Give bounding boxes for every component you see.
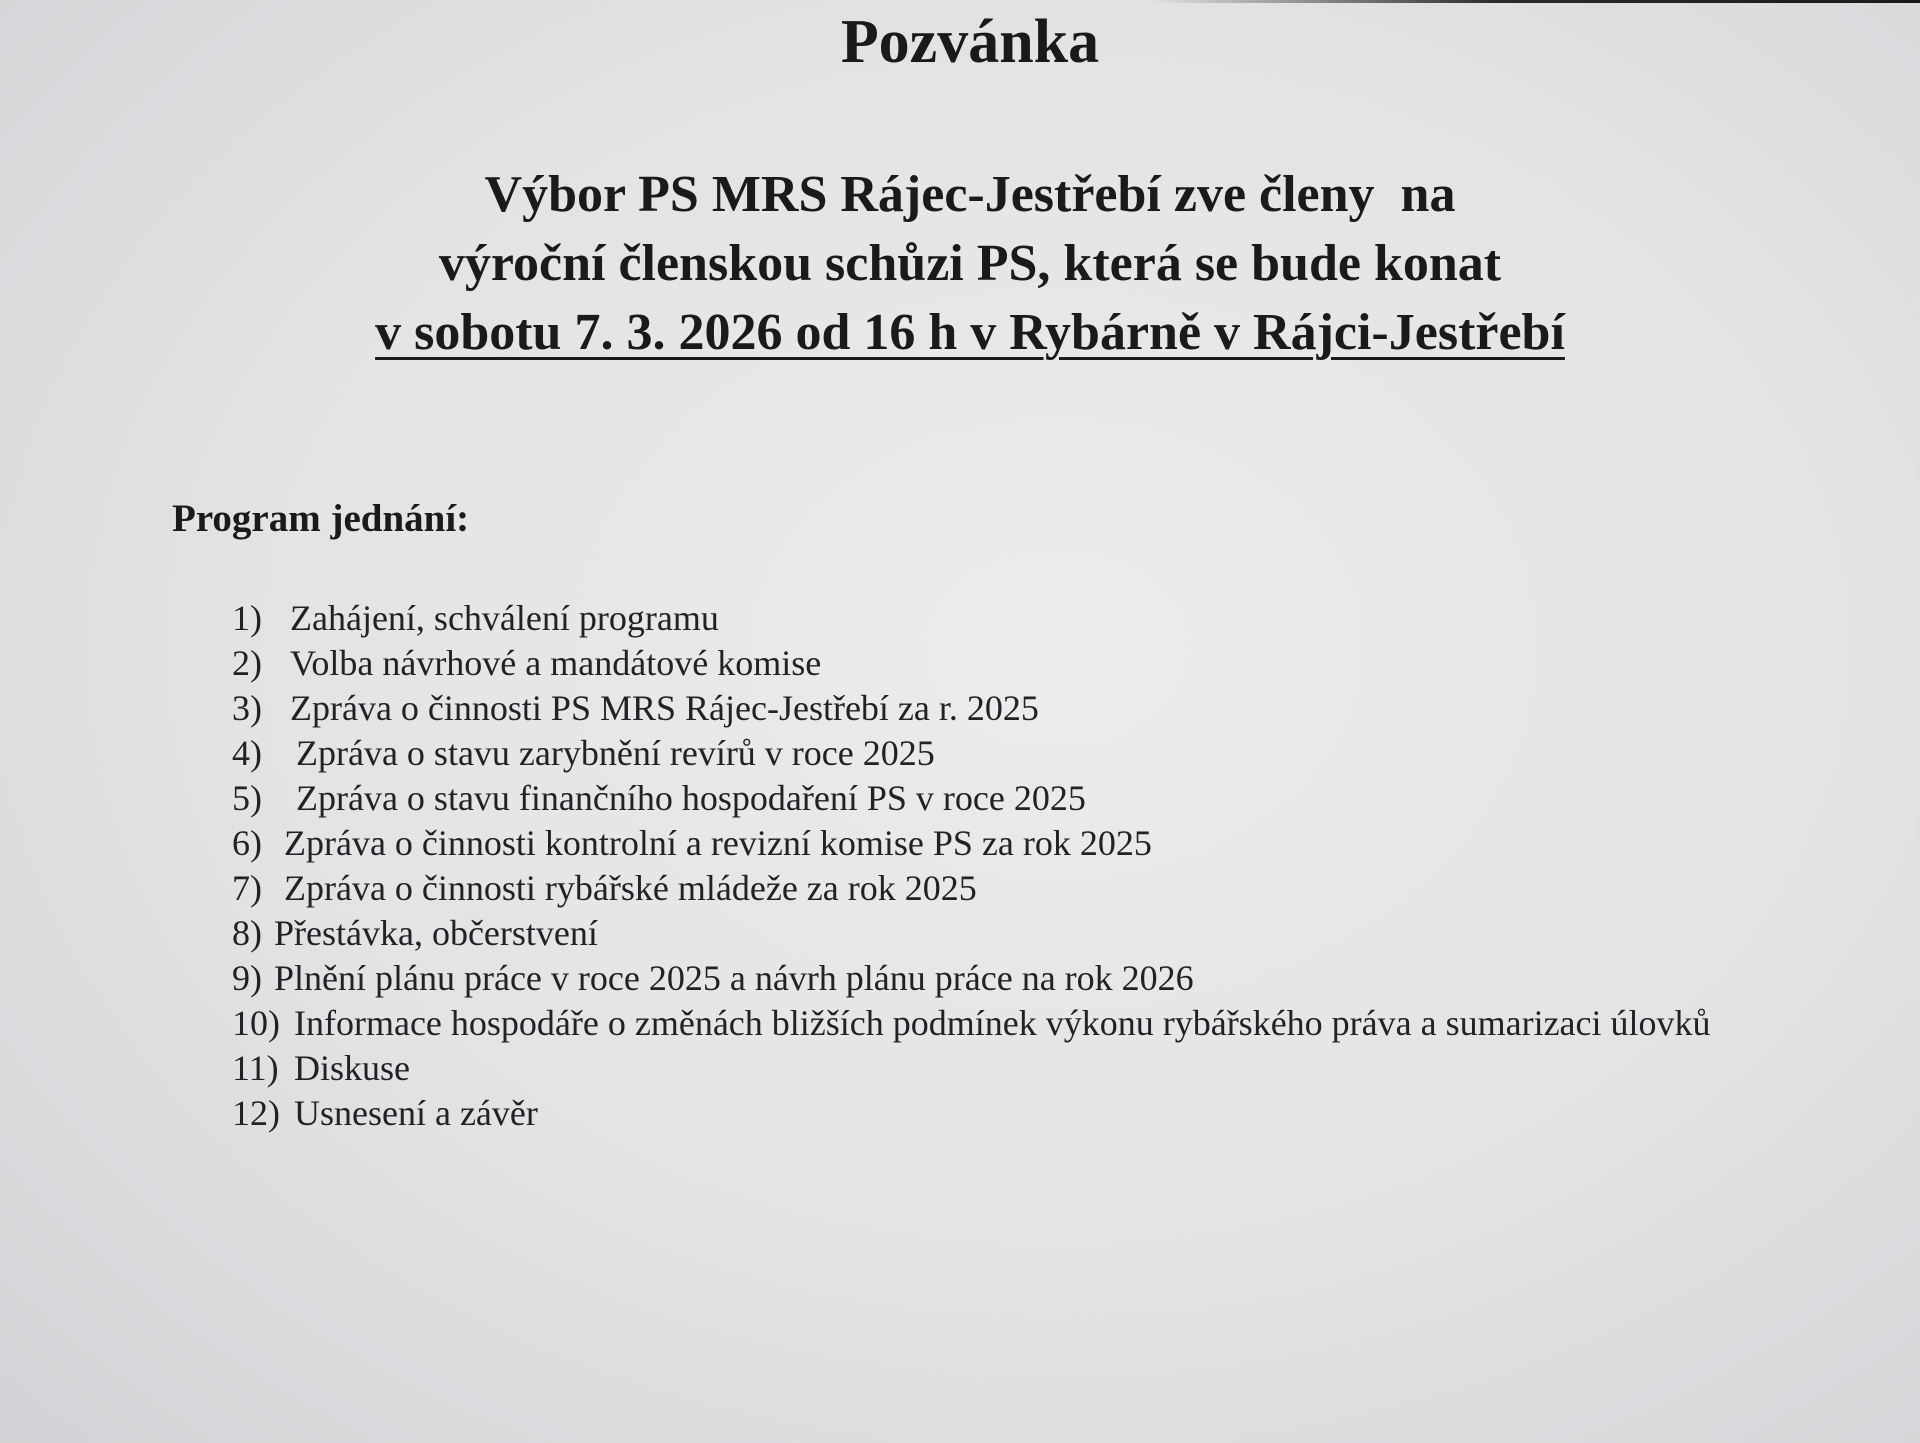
agenda-item-number: 11) (232, 1048, 279, 1088)
screen-top-edge (0, 0, 1920, 3)
agenda-item (232, 1046, 1792, 1091)
headline-date-line: v sobotu 7. 3. 2026 od 16 h v Rybárně v Rájci-Jestřebí (375, 304, 1565, 361)
agenda-item (232, 596, 1792, 641)
agenda-item (232, 911, 1792, 956)
agenda-item (232, 866, 1792, 911)
headline-line-1: Výbor PS MRS Rájec-Jestřebí zve členy na (484, 166, 1456, 223)
agenda-item-number: 1) (232, 598, 262, 638)
agenda-item-text: Diskuse (294, 1048, 410, 1088)
agenda-item-number: 2) (232, 643, 262, 683)
agenda-item-text: Zpráva o činnosti PS MRS Rájec-Jestřebí za r. 2025 (290, 688, 1039, 728)
agenda-item-number: 9) (232, 958, 262, 998)
agenda-item (232, 956, 1792, 1001)
agenda-item-text: Zpráva o stavu finančního hospodaření PS v roce 2025 (296, 778, 1086, 818)
agenda-item (232, 686, 1792, 731)
agenda-item-text: Usnesení a závěr (294, 1093, 538, 1133)
agenda-item-text: Plnění plánu práce v roce 2025 a návrh plánu práce na rok 2026 (274, 958, 1194, 998)
agenda-item (232, 776, 1792, 821)
agenda-item-number: 3) (232, 688, 262, 728)
agenda-item-text: Přestávka, občerstvení (274, 913, 598, 953)
agenda-item-text: Zahájení, schválení programu (290, 598, 719, 638)
invitation-headline (0, 160, 1920, 367)
agenda-item-text: Zpráva o činnosti rybářské mládeže za rok 2025 (284, 868, 977, 908)
agenda-item-number: 7) (232, 868, 262, 908)
agenda-item-number: 4) (232, 733, 262, 773)
agenda-item-number: 6) (232, 823, 262, 863)
agenda-item (232, 1001, 1792, 1046)
document-title: Pozvánka (840, 8, 1100, 76)
agenda-item (232, 821, 1792, 866)
agenda-item-text: Volba návrhové a mandátové komise (290, 643, 822, 683)
headline-line-2: výroční členskou schůzi PS, která se bude konat (438, 235, 1502, 292)
agenda-item-number: 12) (232, 1093, 280, 1133)
agenda-item (232, 641, 1792, 686)
agenda-item-number: 5) (232, 778, 262, 818)
program-heading: Program jednání: (172, 497, 470, 540)
agenda-item-text: Informace hospodáře o změnách bližších podmínek výkonu rybářského práva a sumarizaci úlovků (294, 1003, 1711, 1043)
agenda-item-number: 8) (232, 913, 262, 953)
agenda-item (232, 1091, 1792, 1136)
agenda-item (232, 731, 1792, 776)
agenda-list (232, 596, 1792, 1136)
agenda-item-text: Zpráva o činnosti kontrolní a revizní komise PS za rok 2025 (284, 823, 1152, 863)
agenda-item-text: Zpráva o stavu zarybnění revírů v roce 2025 (296, 733, 935, 773)
agenda-item-number: 10) (232, 1003, 280, 1043)
